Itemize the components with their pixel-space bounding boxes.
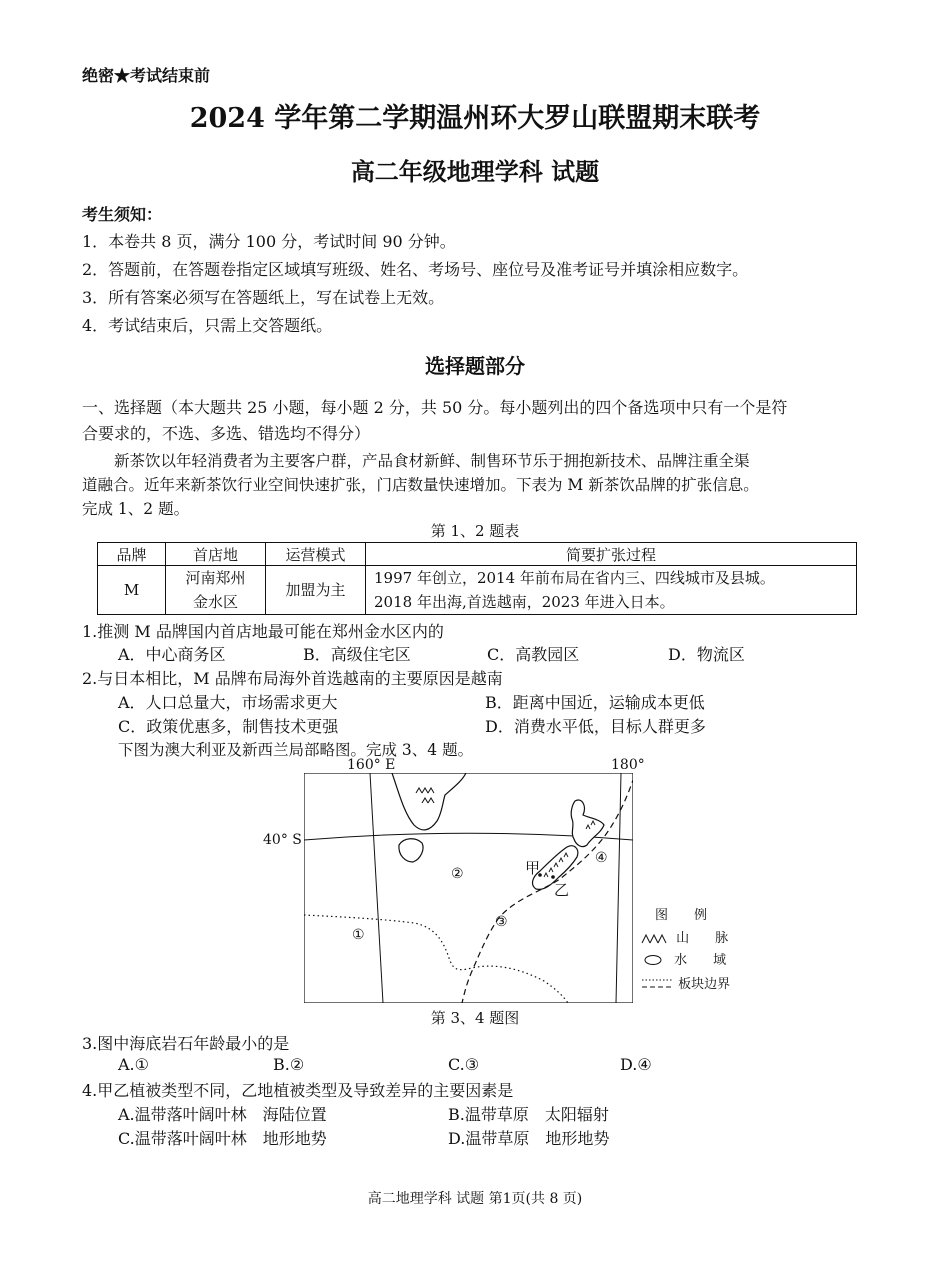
legend-title: 图 例 xyxy=(655,908,708,923)
table-header: 运营模式 xyxy=(266,543,366,566)
q3-option-a: A.① xyxy=(118,1055,149,1074)
q1-option-b: B．高级住宅区 xyxy=(303,645,411,664)
q2-option-b: B．距离中国近，运输成本更低 xyxy=(485,693,705,712)
q1-option-d: D．物流区 xyxy=(668,645,745,664)
expansion-table xyxy=(97,542,857,615)
passage-text: 道融合。近年来新茶饮行业空间快速扩张，门店数量快速增加。下表为 M 新茶饮品牌的扩张信息。 xyxy=(82,476,759,494)
q4-option-a: A.温带落叶阔叶林 海陆位置 xyxy=(118,1105,327,1124)
notice-item: 1．本卷共 8 页，满分 100 分，考试时间 90 分钟。 xyxy=(82,232,456,251)
lon-180-label: 180° xyxy=(611,757,645,773)
notice-item: 3．所有答案必须写在答题纸上，写在试卷上无效。 xyxy=(82,288,445,307)
map-caption: 第 3、4 题图 xyxy=(430,1009,520,1027)
legend-mountain xyxy=(641,927,728,946)
question-stem: 2.与日本相比，M 品牌布局海外首选越南的主要原因是越南 xyxy=(82,669,503,688)
map-label-3: ③ xyxy=(495,914,508,930)
table-cell-first-store xyxy=(166,566,266,615)
legend-mountain-label: 山 脉 xyxy=(676,931,729,946)
confidential-mark: 绝密★考试结束前 xyxy=(82,66,211,85)
boundary-icon xyxy=(641,977,673,991)
table-caption: 第 1、2 题表 xyxy=(430,522,520,540)
map-label-1: ① xyxy=(352,927,365,943)
question-stem: 3.图中海底岩石年龄最小的是 xyxy=(82,1034,290,1053)
map-label-yi: 乙 xyxy=(554,881,570,899)
legend-water-label: 水 域 xyxy=(674,953,727,968)
process-line: 1997 年创立，2014 年前布局在省内三、四线城市及县城。 xyxy=(374,569,775,587)
notice-item: 4．考试结束后，只需上交答题纸。 xyxy=(82,316,333,335)
notice-heading: 考生须知： xyxy=(82,205,163,224)
exam-subtitle: 高二年级地理学科 试题 xyxy=(350,157,600,186)
table-header: 简要扩张过程 xyxy=(366,543,857,566)
section-title: 选择题部分 xyxy=(425,354,525,378)
q4-option-d: D.温带草原 地形地势 xyxy=(448,1129,610,1148)
q3-option-b: B.② xyxy=(273,1055,305,1074)
lat-40-label: 40° S xyxy=(263,832,302,848)
q4-option-b: B.温带草原 太阳辐射 xyxy=(448,1105,609,1124)
exam-title: 2024 学年第二学期温州环大罗山联盟期末联考 xyxy=(189,103,761,134)
map-label-4: ④ xyxy=(595,850,608,866)
q4-option-c: C.温带落叶阔叶林 地形地势 xyxy=(118,1129,327,1148)
section-intro: 合要求的，不选、多选、错选均不得分） xyxy=(82,424,371,443)
legend-boundary xyxy=(641,973,730,992)
page-footer: 高二地理学科 试题 第1页(共 8 页) xyxy=(367,1191,583,1207)
map-drawing xyxy=(304,773,633,1003)
first-store-line: 金水区 xyxy=(192,593,238,611)
q1-option-c: C．高教园区 xyxy=(487,645,580,664)
q1-option-a: A．中心商务区 xyxy=(118,645,226,664)
table-header: 首店地 xyxy=(166,543,266,566)
passage-text: 完成 1、2 题。 xyxy=(82,500,190,518)
mountain-icon xyxy=(641,932,671,944)
passage-text: 新茶饮以年轻消费者为主要客户群，产品食材新鲜、制售环节乐于拥抱新技术、品牌注重全渠 xyxy=(114,452,750,470)
q3-option-d: D.④ xyxy=(620,1055,652,1074)
notice-item: 2．答题前，在答题卷指定区域填写班级、姓名、考场号、座位号及准考证号并填涂相应数字。 xyxy=(82,260,749,279)
water-icon xyxy=(643,954,669,966)
lon-160-label: 160° E xyxy=(347,757,396,773)
first-store-line: 河南郑州 xyxy=(185,569,246,587)
map-label-jia: 甲 xyxy=(525,859,541,877)
q2-option-c: C．政策优惠多，制售技术更强 xyxy=(118,717,339,736)
table-header-row xyxy=(98,543,857,566)
map-intro: 下图为澳大利亚及新西兰局部略图。完成 3、4 题。 xyxy=(118,741,474,759)
section-intro: 一、选择题（本大题共 25 小题，每小题 2 分，共 50 分。每小题列出的四个备选项中只有一个是符 xyxy=(82,398,788,417)
table-header: 品牌 xyxy=(98,543,166,566)
question-stem: 1.推测 M 品牌国内首店地最可能在郑州金水区内的 xyxy=(82,622,444,641)
table-cell-brand: M xyxy=(98,566,166,615)
map-label-2: ② xyxy=(451,866,464,882)
legend-water xyxy=(643,949,726,968)
map xyxy=(304,773,633,1003)
legend-boundary-label: 板块边界 xyxy=(678,977,731,992)
table-cell-mode: 加盟为主 xyxy=(266,566,366,615)
table-cell-process xyxy=(366,566,857,615)
process-line: 2018 年出海,首选越南，2023 年进入日本。 xyxy=(374,593,675,611)
q3-option-c: C.③ xyxy=(448,1055,480,1074)
table-row xyxy=(98,566,857,615)
question-stem: 4.甲乙植被类型不同，乙地植被类型及导致差异的主要因素是 xyxy=(82,1081,514,1100)
q2-option-a: A．人口总量大，市场需求更大 xyxy=(118,693,338,712)
q2-option-d: D．消费水平低，目标人群更多 xyxy=(485,717,706,736)
